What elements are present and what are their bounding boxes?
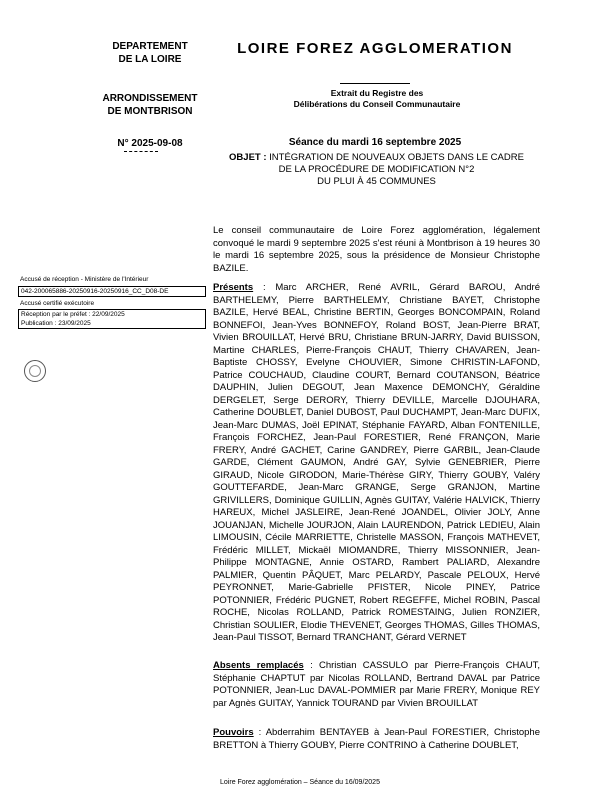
department-label: DEPARTEMENT DE LA LOIRE xyxy=(112,41,188,65)
stamp-certified: Accusé certifié exécutoire xyxy=(20,300,95,307)
marianne-seal-icon xyxy=(24,360,46,382)
subject-line-3: DU PLUI À 45 COMMUNES xyxy=(317,176,436,187)
page-footer: Loire Forez agglomération – Séance du 16/09/2025 xyxy=(220,779,380,786)
pouvoirs-list: : Abderrahim BENTAYEB à Jean-Paul FORESTIER, Christophe BRETTON à Thierry GOUBY, Pierre CONTRINO à Catherine DOUBLET, xyxy=(213,727,540,751)
arrondissement-label: ARRONDISSEMENT DE MONTBRISON xyxy=(102,93,198,117)
absents-list: : Christian CASSULO par Pierre-François CHAUT, Stéphanie CHAPTUT par Nicolas ROLLAND, Bertrand DAVAL par Patrice POTONNIER, Jean-Luc DAVAL-POMMIER par Marie FRERY, Monique REY par Agnès GUITAY, Yannick TOURAND par Vivien BROUILLAT xyxy=(213,660,540,709)
subject-block xyxy=(213,152,540,188)
receipt-stamp xyxy=(18,275,206,330)
extract-line-2: Délibérations du Conseil Communautaire xyxy=(293,99,461,109)
deliberation-number: N° 2025-09-08 xyxy=(117,138,183,149)
pouvoirs-paragraph xyxy=(213,727,540,752)
presents-label: Présents xyxy=(213,282,254,293)
organization-title: LOIRE FOREZ AGGLOMERATION xyxy=(237,40,513,57)
extract-line-1: Extrait du Registre des xyxy=(330,88,424,98)
stamp-reference: 042-200065886-20250916-20250916_CC_D08-DE xyxy=(18,286,206,297)
intro-paragraph: Le conseil communautaire de Loire Forez agglomération, légalement convoqué le mardi 9 septembre 2025 s'est réuni à Montbrison à 19 heures 30 le mardi 16 septembre 2025, sous la présidence de Monsieur Christophe BAZILE. xyxy=(213,225,540,274)
stamp-publication: Publication : 23/09/2025 xyxy=(21,320,91,327)
extract-heading xyxy=(262,88,492,110)
stamp-dates-box xyxy=(18,309,206,329)
session-date: Séance du mardi 16 septembre 2025 xyxy=(288,137,462,148)
number-underline xyxy=(124,151,158,152)
stamp-title: Accusé de réception - Ministère de l'Intérieur xyxy=(20,276,149,283)
presents-list: : Marc ARCHER, René AVRIL, Gérard BAROU, André BARTHELEMY, Pierre BARTHELEMY, Christiane BAYET, Christophe BAZILE, Hervé BEAL, Christine BERTIN, Georges BONCOMPAIN, Roland BONNEFOI, Jean-Yves BONNEFOY, Roland BOST, Jean-Pierre BRAT, Vivien BROUILLAT, Hervé BRU, Christiane BRUN-JARRY, David BUISSON, Martine CHARLES, Pierre-François CHAUT, Thierry CHAVAREN, Jean-Baptiste CHOSSY, Evelyne CHOUVIER, Simone CHRISTIN-LAFOND, Patrice COUCHAUD, Claudine COURT, Bernard COUTANSON, Béatrice DAUPHIN, Julien DEGOUT, Jean Maxence DEMONCHY, Géraldine DERGELET, Serge DERORY, Thierry DEVILLE, Marcelle DJOUHARA, Catherine DOUBLET, Daniel DUBOST, Paul DUCHAMPT, Jean-Marc DUFIX, Jean-Marc DUMAS, Joël EPINAT, Stéphanie FAYARD, Alban FONTENILLE, François FORCHEZ, Jean-Paul FORESTIER, René FRANÇON, Marie FRERY, André GACHET, Carine GANDREY, Pierre GARBIL, Jean-Claude GARDE, Clément GAUMON, André GAY, Sylvie GENEBRIER, Pierre GIRAUD, Nicole GIRODON, Marie-Thérèse GIRY, Thierry GOUBY, Valéry GOUTTEFARDE, Jean-Marc GRANGE, Serge GRANJON, Martine GRIVILLERS, Dominique GUILLIN, Agnès GUITAY, Valérie HALVICK, Thierry HAREUX, Michel JASLEIRE, Jean-René JOANDEL, Olivier JOLY, Anne JOUANJAN, Michelle JOURJON, Alain LAURENDON, Patrick LEDIEU, Alain LIMOUSIN, Cécile MARRIETTE, Christelle MASSON, François MATHEVET, Frédéric MILLET, Mickaël MIOMANDRE, Thierry MISSONNIER, Jean-Philippe MONTAGNE, Annie OSTARD, Rambert PALIARD, Alexandre PALMIER, Quentin PÂQUET, Marc PELARDY, Pascale PELOUX, Hervé PEYRONNET, Marie-Gabrielle PFISTER, Nicole PINEY, Patrice POTONNIER, Frédéric PUGNET, Robert REGEFFE, Michel ROBIN, Pascal ROCHE, Nicolas ROLLAND, Patrick ROMESTAING, Julien RONZIER, Christian SOULIER, Elodie THEVENET, Georges THOMAS, Gilles THOMAS, Jean-Paul TISSOT, Bernard TRANCHANT, Gérard VERNET xyxy=(213,282,540,643)
presents-paragraph xyxy=(213,282,540,645)
subject-line-2: DE LA PROCÉDURE DE MODIFICATION N°2 xyxy=(278,164,475,175)
stamp-reception: Réception par le préfet : 22/09/2025 xyxy=(21,311,125,318)
extract-divider xyxy=(340,83,410,84)
subject-line-1: INTÉGRATION DE NOUVEAUX OBJETS DANS LE CADRE xyxy=(269,152,524,163)
absents-label: Absents remplacés xyxy=(213,660,304,671)
absents-paragraph xyxy=(213,660,540,710)
subject-label: OBJET : xyxy=(229,152,267,163)
pouvoirs-label: Pouvoirs xyxy=(213,727,254,738)
